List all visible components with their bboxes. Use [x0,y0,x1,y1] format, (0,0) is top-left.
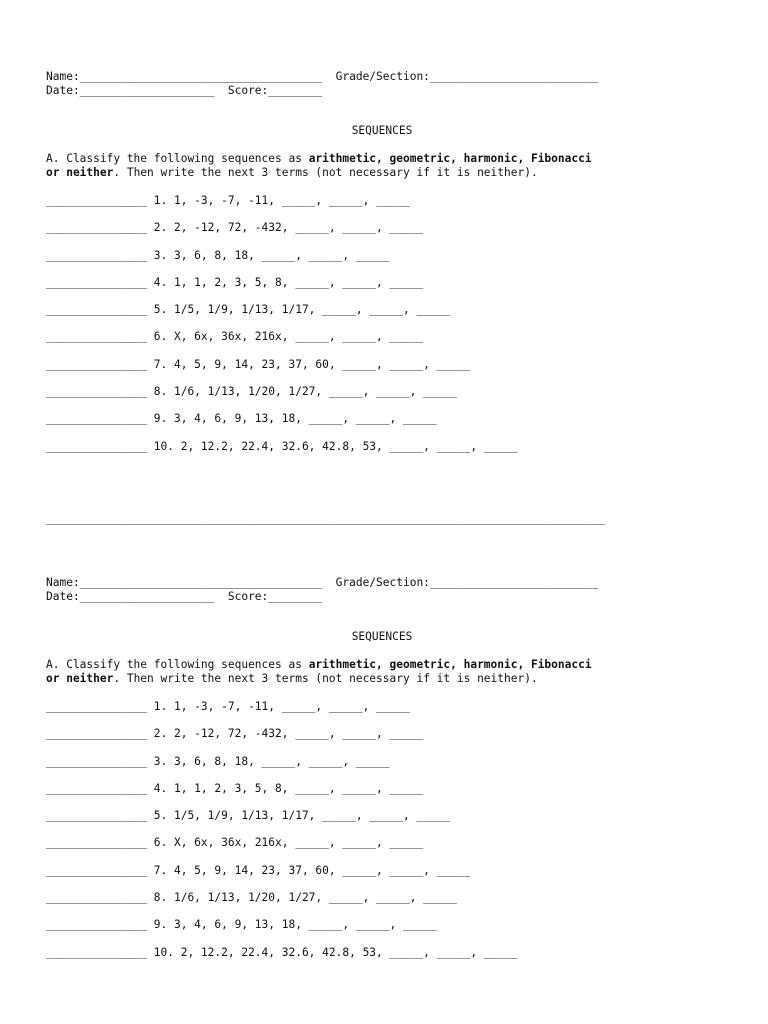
instruction-line-1 [46,152,592,166]
instruction-line-2 [46,166,538,180]
sequence-item: _______________ 6. X, 6x, 36x, 216x, _____, _____, _____ [46,330,424,344]
instruction-line-2 [46,672,538,686]
worksheet-title: SEQUENCES [351,630,413,643]
sequence-item: _______________ 7. 4, 5, 9, 14, 23, 37, 60, _____, _____, _____ [46,863,471,877]
instruction-bold-neither: or neither [46,672,114,685]
instruction-line-1 [46,658,592,672]
sequence-list [46,194,718,467]
sequence-item: _______________ 10. 2, 12.2, 22.4, 32.6, 42.8, 53, _____, _____, _____ [46,439,518,453]
sequence-item: _______________ 4. 1, 1, 2, 3, 5, 8, _____, _____, _____ [46,275,424,289]
instruction-rest: . Then write the next 3 terms (not necessary if it is neither). [113,672,538,685]
date-score-line: Date:____________________ Score:________ [46,84,323,97]
sequence-item: _______________ 1. 1, -3, -7, -11, _____, _____, _____ [46,194,410,207]
sequence-list [46,700,718,973]
sequence-item: _______________ 9. 3, 4, 6, 9, 13, 18, _____, _____, _____ [46,918,437,932]
sequence-item: _______________ 1. 1, -3, -7, -11, _____, _____, _____ [46,700,410,713]
sequence-item: _______________ 6. X, 6x, 36x, 216x, _____, _____, _____ [46,836,424,850]
sequence-item: _______________ 5. 1/5, 1/9, 1/13, 1/17, _____, _____, _____ [46,809,451,823]
sequence-item: _______________ 3. 3, 6, 8, 18, _____, _____, _____ [46,754,390,768]
sequence-item: _______________ 9. 3, 4, 6, 9, 13, 18, _____, _____, _____ [46,412,437,426]
sequence-item: _______________ 8. 1/6, 1/13, 1/20, 1/27, _____, _____, _____ [46,385,457,399]
instruction-bold-types: arithmetic, geometric, harmonic, Fibonacci [308,152,592,165]
date-score-line: Date:____________________ Score:________ [46,590,323,603]
instruction-bold-types: arithmetic, geometric, harmonic, Fibonacci [308,658,592,671]
name-grade-line: Name:____________________________________ Grade/Section:_________________________ [46,576,599,589]
sequence-item: _______________ 7. 4, 5, 9, 14, 23, 37, 60, _____, _____, _____ [46,357,471,371]
sequence-item: _______________ 3. 3, 6, 8, 18, _____, _____, _____ [46,248,390,262]
instruction-prefix: A. Classify the following sequences as [46,658,309,671]
sequence-item: _______________ 8. 1/6, 1/13, 1/20, 1/27, _____, _____, _____ [46,891,457,905]
sequence-item: _______________ 10. 2, 12.2, 22.4, 32.6, 42.8, 53, _____, _____, _____ [46,945,518,959]
sequence-item: _______________ 5. 1/5, 1/9, 1/13, 1/17, _____, _____, _____ [46,303,451,317]
cut-divider: ___________________________________________________________________________________ [46,512,606,525]
name-grade-line: Name:____________________________________ Grade/Section:_________________________ [46,70,599,83]
instruction-bold-neither: or neither [46,166,114,179]
instruction-prefix: A. Classify the following sequences as [46,152,309,165]
worksheet-title: SEQUENCES [351,124,413,137]
sequence-item: _______________ 2. 2, -12, 72, -432, _____, _____, _____ [46,221,424,235]
instruction-rest: . Then write the next 3 terms (not necessary if it is neither). [113,166,538,179]
sequence-item: _______________ 2. 2, -12, 72, -432, _____, _____, _____ [46,727,424,741]
sequence-item: _______________ 4. 1, 1, 2, 3, 5, 8, _____, _____, _____ [46,781,424,795]
